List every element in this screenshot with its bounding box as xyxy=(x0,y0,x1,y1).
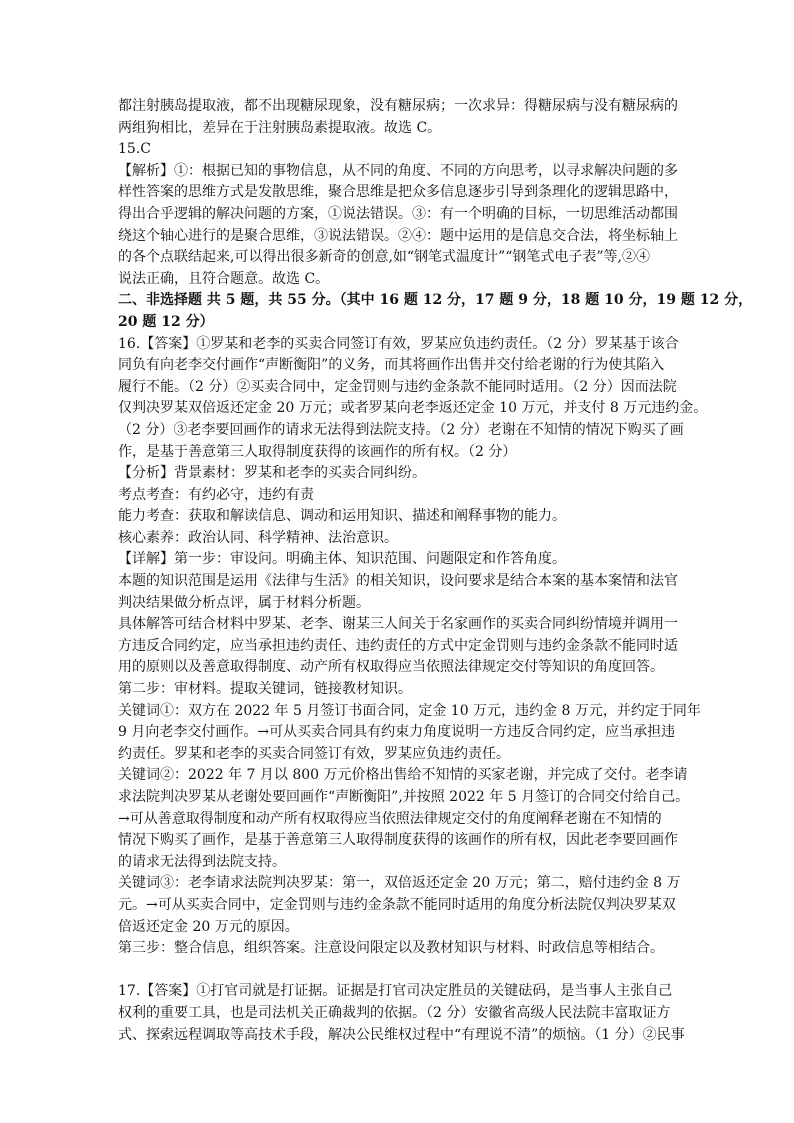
text-line: 绕这个轴心进行的是聚合思维，③说法错误。②④：题中运用的是信息交合法，将坐标轴上 xyxy=(118,227,678,244)
text-line: 能力考查：获取和解读信息、调动和运用知识、描述和阐释事物的能力。 xyxy=(118,508,566,525)
text-line: 用的原则以及善意取得制度、动产所有权取得应当依照法律规定交付等知识的角度回答。 xyxy=(118,659,664,676)
document-page xyxy=(118,96,753,1046)
text-line: →可从善意取得制度和动产所有权取得应当依照法律规定交付的角度阐释老谢在不知情的 xyxy=(118,810,662,827)
text-line: 两组狗相比，差异在于注射胰岛素提取液。故选 C。 xyxy=(118,119,442,136)
text-line: 说法正确，且符合题意。故选 C。 xyxy=(118,270,330,287)
text-line: 约责任。罗某和老李的买卖合同签订有效，罗某应负违约责任。 xyxy=(118,745,510,762)
section-heading: 二、非选择题 共 5 题，共 55 分。（其中 16 题 12 分，17 题 9 分，18 题 10 分，19 题 12 分， xyxy=(118,292,753,309)
question-number: 15.C xyxy=(118,141,151,158)
text-line: 16.【答案】①罗某和老李的买卖合同签订有效，罗某应负违约责任。（2 分）罗某基于该合 xyxy=(118,335,679,352)
text-line: 的请求无法得到法院支持。 xyxy=(118,853,286,870)
text-line: 本题的知识范围是运用《法律与生活》的相关知识，设问要求是结合本案的基本案情和法官 xyxy=(118,573,678,590)
text-line: 倍返还定金 20 万元的原因。 xyxy=(118,918,299,935)
text-line: 的各个点联结起来,可以得出很多新奇的创意,如“钢笔式温度计”“钢笔式电子表”等,②④ xyxy=(118,249,650,266)
text-line: 履行不能。（2 分）②买卖合同中，定金罚则与违约金条款不能同时适用。（2 分）因而法院 xyxy=(118,378,677,395)
text-line: （2 分）③老李要回画作的请求无法得到法院支持。（2 分）老谢在不知情的情况下购买了画 xyxy=(118,421,684,438)
text-line: 得出合乎逻辑的解决问题的方案，①说法错误。③：有一个明确的目标，一切思维活动都围 xyxy=(118,205,678,222)
text-line: 考点考查：有约必守，违约有责 xyxy=(118,486,314,503)
text-line: 判决结果做分析点评，属于材料分析题。 xyxy=(118,594,370,611)
text-line: 9 月向老李交付画作。→可从买卖合同具有约束力角度说明一方违反合同约定，应当承担违 xyxy=(118,724,676,741)
text-line: 核心素养：政治认同、科学精神、法治意识。 xyxy=(118,529,398,546)
text-line: 元。→可从买卖合同中，定金罚则与违约金条款不能同时适用的角度分析法院仅判决罗某双 xyxy=(118,896,676,913)
text-line: 关键词③：老李请求法院判决罗某：第一，双倍返还定金 20 万元；第二，赔付违约金 8 万 xyxy=(118,875,681,892)
text-line: 情况下购买了画作，是基于善意第三人取得制度获得的该画作的所有权，因此老李要回画作 xyxy=(118,832,678,849)
text-line: 【解析】①：根据已知的事物信息，从不同的角度、不同的方向思考，以寻求解决问题的多 xyxy=(118,162,678,179)
text-line: 【详解】第一步：审设问。明确主体、知识范围、问题限定和作答角度。 xyxy=(118,551,566,568)
text-line: 都注射胰岛提取液，都不出现糖尿现象，没有糖尿病；一次求异：得糖尿病与没有糖尿病的 xyxy=(118,98,678,114)
text-line: 17.【答案】①打官司就是打证据。证据是打官司决定胜员的关键砝码，是当事人主张自己 xyxy=(118,983,673,1000)
text-line: 【分析】背景素材：罗某和老李的买卖合同纠纷。 xyxy=(118,465,426,482)
text-line: 关键词①：双方在 2022 年 5 月签订书面合同，定金 10 万元，违约金 8 万元，并约定于同年 xyxy=(118,702,701,719)
paragraph-gap xyxy=(118,960,678,982)
text-line: 第三步：整合信息，组织答案。注意设问限定以及教材知识与材料、时政信息等相结合。 xyxy=(118,940,664,957)
text-line: 作，是基于善意第三人取得制度获得的该画作的所有权。（2 分） xyxy=(118,443,517,460)
text-line: 求法院判决罗某从老谢处要回画作“声断衡阳”,并按照 2022 年 5 月签订的合同交付给自己。 xyxy=(118,789,690,805)
text-line: 同负有向老李交付画作“声断衡阳”的义务，而其将画作出售并交付给老谢的行为使其陷入 xyxy=(118,357,665,374)
text-line: 关键词②：2022 年 7 月以 800 万元价格出售给不知情的买家老谢，并完成了交付。老李请 xyxy=(118,767,688,784)
text-line: 样性答案的思维方式是发散思维，聚合思维是把众多信息逐步引导到条理化的逻辑思路中， xyxy=(118,184,678,201)
text-line: 权利的重要工具，也是司法机关正确裁判的依据。（2 分）安徽省高级人民法院丰富取证方 xyxy=(118,1004,671,1021)
text-line: 第二步：审材料。提取关键词，链接教材知识。 xyxy=(118,681,412,698)
text-line: 方违反合同约定，应当承担违约责任、违约责任的方式中定金罚则与违约金条款不能同时适 xyxy=(118,637,678,654)
section-heading-cont: 20 题 12 分） xyxy=(118,313,214,330)
text-line: 式、探索远程调取等高技术手段，解决公民维权过程中“有理说不清”的烦恼。（1 分）②民事 xyxy=(118,1026,685,1043)
text-line: 仅判决罗某双倍返还定金 20 万元；或者罗某向老李返还定金 10 万元，并支付 8 万元违约金。 xyxy=(118,400,708,417)
text-line: 具体解答可结合材料中罗某、老李、谢某三人间关于名家画作的买卖合同纠纷情境并调用一 xyxy=(118,616,678,633)
